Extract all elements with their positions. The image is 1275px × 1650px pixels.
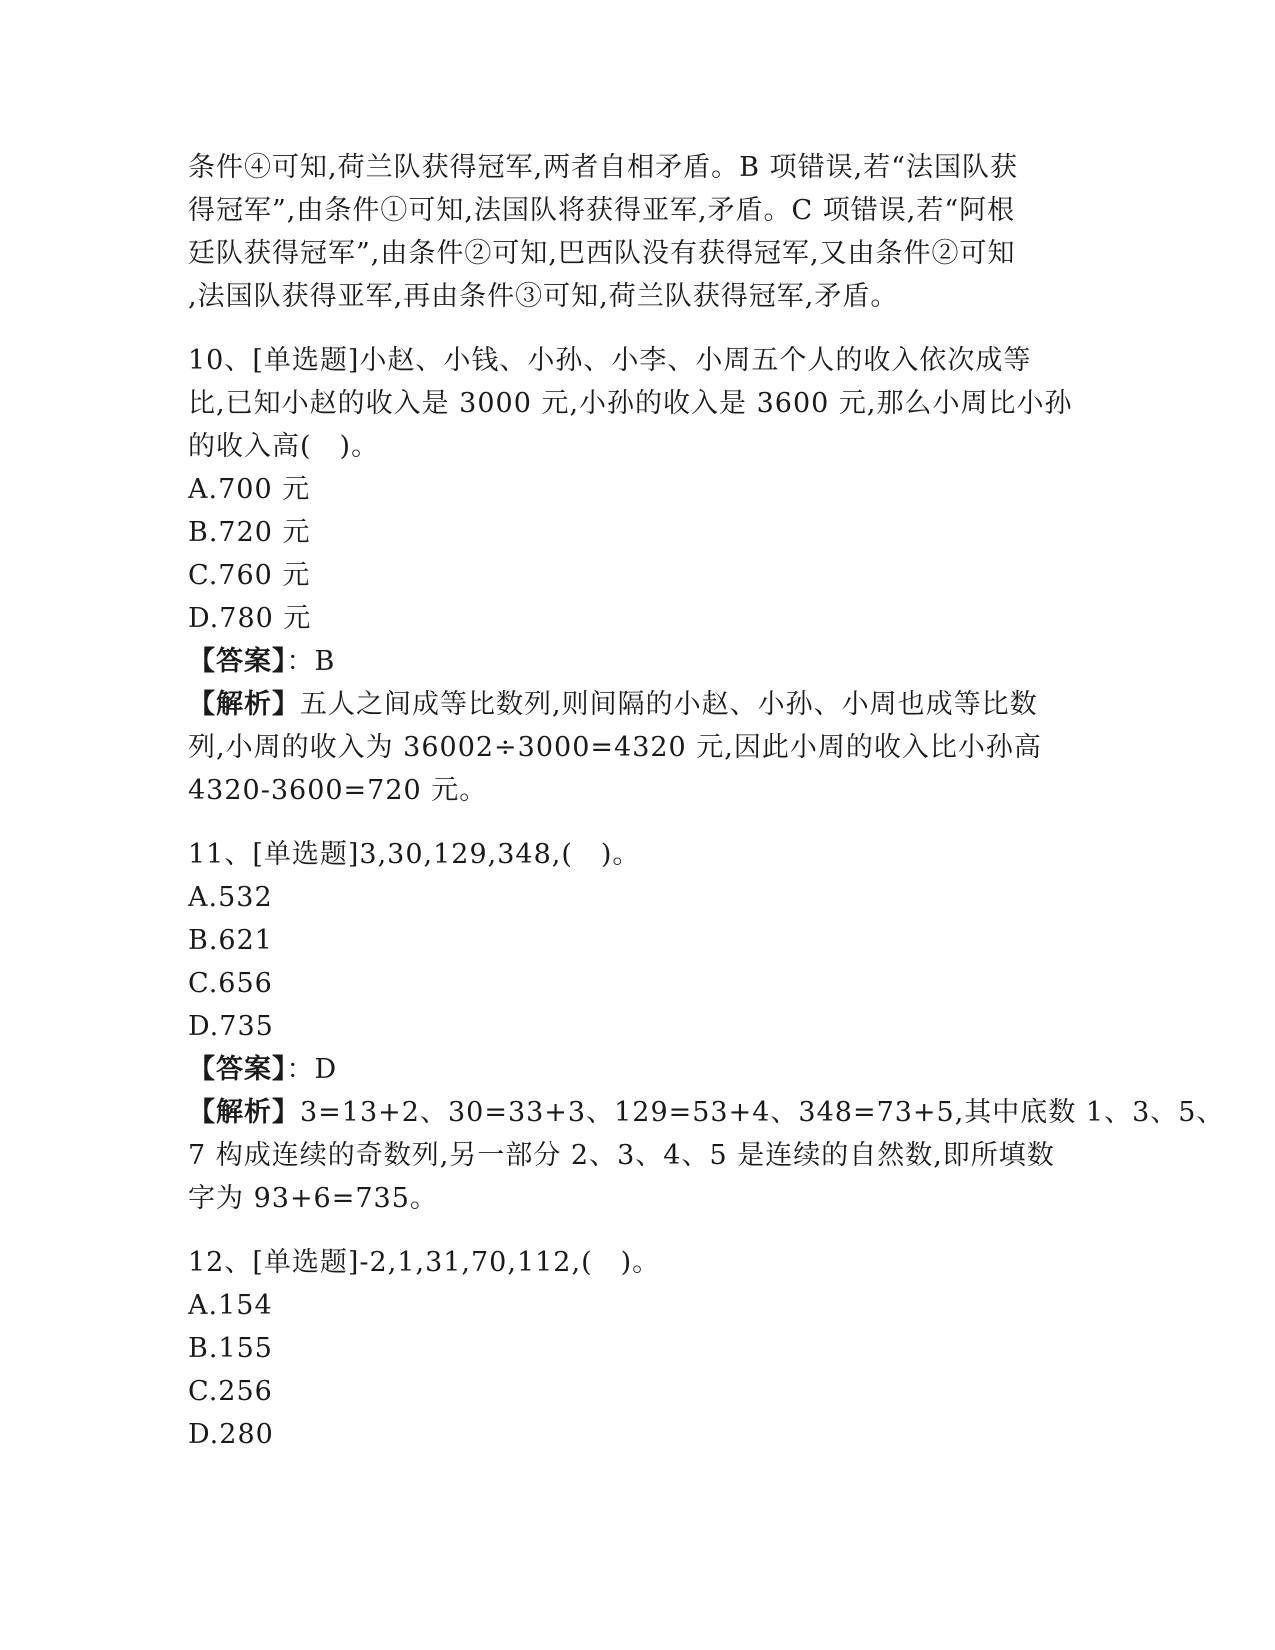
answer-line [188, 1048, 1088, 1091]
option-c: C.760 元 [188, 560, 311, 591]
document-page [188, 146, 1225, 1456]
question-stem: 比,已知小赵的收入是 3000 元,小孙的收入是 3600 元,那么小周比小孙 [188, 388, 1073, 419]
text-line: 得冠军”,由条件①可知,法国队将获得亚军,矛盾。C 项错误,若“阿根 [188, 195, 1016, 226]
option-a: A.154 [188, 1290, 273, 1321]
answer-value: ：B [286, 646, 336, 677]
option-d: D.780 元 [188, 603, 312, 634]
analysis-text: 列,小周的收入为 36002÷3000=4320 元,因此小周的收入比小孙高 [188, 732, 1042, 763]
question-10 [188, 339, 1088, 812]
answer-label: 【答案】 [188, 1054, 287, 1085]
option-d: D.735 [188, 1011, 274, 1042]
text-line: 廷队获得冠军”,由条件②可知,巴西队没有获得冠军,又由条件②可知 [188, 238, 1016, 269]
option-b: B.621 [188, 925, 273, 956]
analysis-text: 五人之间成等比数列,则间隔的小赵、小孙、小周也成等比数 [300, 689, 1038, 720]
option-a: A.700 元 [188, 474, 311, 505]
analysis-text: 7 构成连续的奇数列,另一部分 2、3、4、5 是连续的自然数,即所填数 [188, 1140, 1055, 1171]
analysis-label: 【解析】 [188, 1097, 300, 1128]
option-d: D.280 [188, 1419, 274, 1450]
analysis-line [188, 1091, 1225, 1134]
option-b: B.155 [188, 1333, 273, 1364]
question-11 [188, 833, 1225, 1220]
text-line: ,法国队获得亚军,再由条件③可知,荷兰队获得冠军,矛盾。 [188, 281, 899, 312]
analysis-text: 4320-3600=720 元。 [188, 775, 488, 806]
analysis-text: 字为 93+6=735。 [188, 1183, 438, 1214]
answer-value: ：D [286, 1054, 338, 1085]
question-stem: 11、[单选题]3,30,129,348,( )。 [188, 839, 641, 870]
answer-line [188, 640, 1088, 683]
question-stem: 的收入高( )。 [188, 431, 380, 462]
option-b: B.720 元 [188, 517, 311, 548]
question-stem: 12、[单选题]-2,1,31,70,112,( )。 [188, 1247, 661, 1278]
option-c: C.256 [188, 1376, 273, 1407]
text-line: 条件④可知,荷兰队获得冠军,两者自相矛盾。B 项错误,若“法国队获 [188, 152, 1018, 183]
previous-analysis [188, 146, 1088, 318]
option-a: A.532 [188, 882, 273, 913]
question-stem: 10、[单选题]小赵、小钱、小孙、小李、小周五个人的收入依次成等 [188, 345, 1032, 376]
question-12 [188, 1241, 1088, 1456]
option-c: C.656 [188, 968, 273, 999]
analysis-text: 3=13+2、30=33+3、129=53+4、348=73+5,其中底数 1、3、5、 [300, 1097, 1225, 1128]
analysis-line [188, 683, 1088, 726]
answer-label: 【答案】 [188, 646, 287, 677]
analysis-label: 【解析】 [188, 689, 300, 720]
